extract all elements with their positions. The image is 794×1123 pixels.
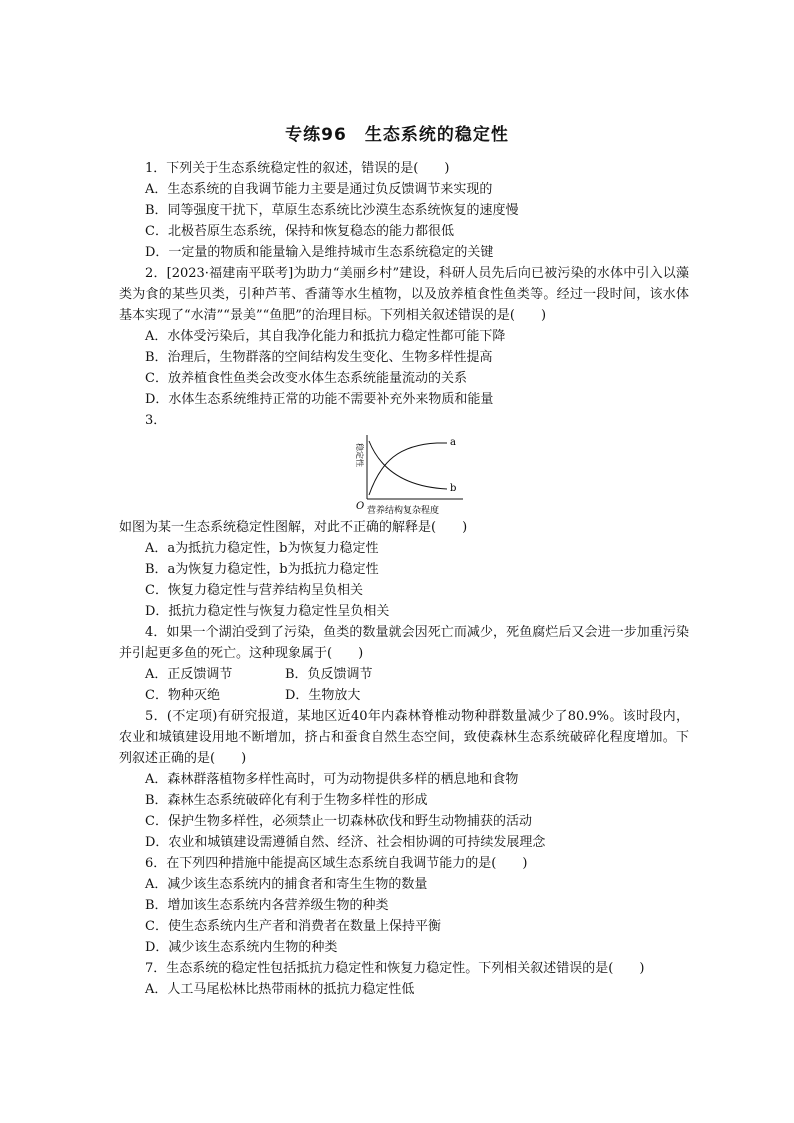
question-4-stem: 4．如果一个湖泊受到了污染，鱼类的数量就会因死亡而减少，死鱼腐烂后又会进一步加重污染并引起更多鱼的死亡。这种现象属于( )	[119, 625, 689, 661]
question-4-option-d: D．生物放大	[285, 688, 361, 703]
question-5-option-b: B．森林生态系统破碎化有利于生物多样性的形成	[145, 793, 428, 808]
question-6-option-b: B．增加该生态系统内各营养级生物的种类	[145, 898, 389, 913]
question-7-stem: 7．生态系统的稳定性包括抵抗力稳定性和恢复力稳定性。下列相关叙述错误的是( )	[145, 961, 645, 976]
question-2-option-a: A．水体受污染后，其自我净化能力和抵抗力稳定性都可能下降	[145, 329, 506, 344]
curve-a-label: a	[450, 437, 456, 448]
origin-label: O	[356, 501, 365, 512]
question-3-number: 3．	[145, 413, 167, 428]
question-7-option-a: A．人工马尾松林比热带雨林的抵抗力稳定性低	[145, 982, 415, 997]
question-3-option-b: B．a为恢复力稳定性，b为抵抗力稳定性	[145, 562, 379, 577]
question-1-option-b: B．同等强度干扰下，草原生态系统比沙漠生态系统恢复的速度慢	[145, 203, 519, 218]
question-5-option-a: A．森林群落植物多样性高时，可为动物提供多样的栖息地和食物	[145, 772, 519, 787]
question-6-stem: 6．在下列四种措施中能提高区域生态系统自我调节能力的是( )	[145, 856, 528, 871]
question-4-options-row-2	[119, 685, 689, 706]
question-3-stem: 如图为某一生态系统稳定性图解，对此不正确的解释是( )	[119, 520, 468, 535]
question-4-options-row-1	[119, 664, 689, 685]
question-1-option-d: D．一定量的物质和能量输入是维持城市生态系统稳定的关键	[145, 245, 494, 260]
stability-diagram	[347, 431, 467, 517]
question-3-option-a: A．a为抵抗力稳定性，b为恢复力稳定性	[145, 541, 379, 556]
question-2-option-b: B．治理后，生物群落的空间结构发生变化、生物多样性提高	[145, 350, 493, 365]
curve-b-label: b	[450, 483, 457, 494]
question-list	[119, 158, 689, 1000]
question-1-option-c: C．北极苔原生态系统，保持和恢复稳态的能力都很低	[145, 224, 454, 239]
question-6-option-a: A．减少该生态系统内的捕食者和寄生生物的数量	[145, 877, 428, 892]
question-4-option-a: A．正反馈调节	[145, 667, 233, 682]
question-2-stem: 2．[2023·福建南平联考]为助力“美丽乡村”建设，科研人员先后向已被污染的水体中引入以藻类为食的某些贝类，引种芦苇、香蒲等水生植物，以及放养植食性鱼类等。经过一段时间，该水体基本实现了“水清”“景美”“鱼肥”的治理目标。下列相关叙述错误的是( )	[119, 266, 689, 323]
page-title: 专练96 生态系统的稳定性	[285, 125, 509, 145]
stability-figure	[119, 431, 689, 517]
question-2-option-c: C．放养植食性鱼类会改变水体生态系统能量流动的关系	[145, 371, 467, 386]
y-axis-label: 稳定性	[355, 443, 364, 467]
question-6-option-c: C．使生态系统内生产者和消费者在数量上保持平衡	[145, 919, 441, 934]
question-3-option-d: D．抵抗力稳定性与恢复力稳定性呈负相关	[145, 604, 390, 619]
question-6-option-d: D．减少该生态系统内生物的种类	[145, 940, 338, 955]
question-1-stem: 1．下列关于生态系统稳定性的叙述，错误的是( )	[145, 161, 450, 176]
question-4-option-c: C．物种灭绝	[145, 688, 220, 703]
x-axis-label: 营养结构复杂程度	[367, 506, 440, 516]
question-1-option-a: A．生态系统的自我调节能力主要是通过负反馈调节来实现的	[145, 182, 493, 197]
curve-a	[369, 443, 447, 495]
question-5-stem: 5．(不定项)有研究报道，某地区近40年内森林脊椎动物种群数量减少了80.9%。该时段内，农业和城镇建设用地不断增加，挤占和蚕食自然生态空间，致使森林生态系统破碎化程度增加。下列叙述正确的是( )	[119, 709, 689, 766]
question-5-option-d: D．农业和城镇建设需遵循自然、经济、社会相协调的可持续发展理念	[145, 835, 546, 850]
question-3-option-c: C．恢复力稳定性与营养结构呈负相关	[145, 583, 363, 598]
question-2-option-d: D．水体生态系统维持正常的功能不需要补充外来物质和能量	[145, 392, 494, 407]
question-4-option-b: B．负反馈调节	[285, 667, 373, 682]
question-5-option-c: C．保护生物多样性，必须禁止一切森林砍伐和野生动物捕获的活动	[145, 814, 532, 829]
